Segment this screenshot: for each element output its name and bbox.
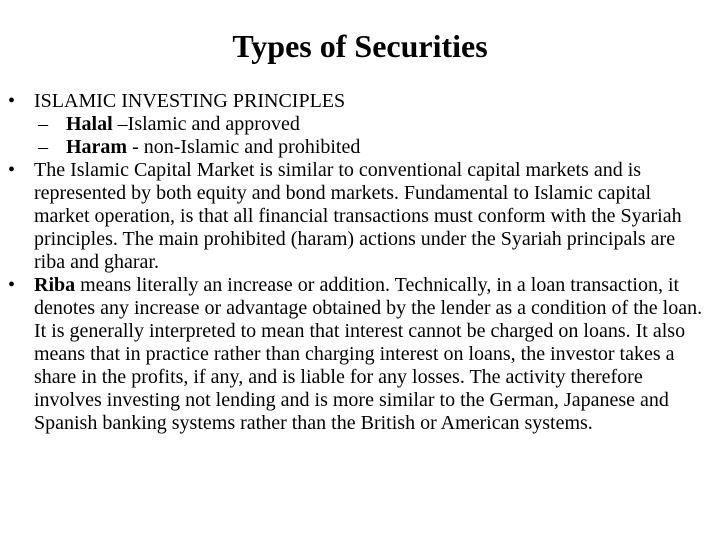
bullet-text: means literally an increase or addition. Technically, in a loan transaction, it denotes any increase or advantage obtained by the lender as a condition of the loan. It is generally interpreted to mean that interest cannot be charged on loans. It also means that in practice rather than charging interest on loans, the investor takes a share in the profits, if any, and is liable for any losses. The activity therefore involves investing not lending and is more similar to the German, Japanese and Spanish banking systems rather than the British or American systems. bbox=[34, 274, 703, 434]
dash-marker: – bbox=[38, 113, 48, 135]
slide-title: Types of Securities bbox=[232, 28, 488, 64]
sub-item-halal bbox=[38, 113, 676, 136]
bullet-riba bbox=[8, 274, 704, 435]
sub-item-text: –Islamic and approved bbox=[112, 113, 300, 135]
term-halal: Halal bbox=[66, 113, 113, 135]
bullet-marker: • bbox=[8, 274, 16, 296]
bullet-text: ISLAMIC INVESTING PRINCIPLES bbox=[34, 90, 346, 112]
dash-marker: – bbox=[38, 136, 48, 158]
bullet-text: The Islamic Capital Market is similar to conventional capital markets and is represented by both equity and bond markets. Fundamental to Islamic capital market operation, is that all financial transactions must conform with the Syariah principles. The main prohibited (haram) actions under the Syariah principals are riba and gharar. bbox=[34, 159, 682, 273]
bullet-list bbox=[0, 90, 720, 435]
bullet-marker: • bbox=[8, 159, 16, 181]
sub-item-haram bbox=[38, 136, 676, 159]
bullet-islamic-principles bbox=[8, 90, 704, 113]
bullet-capital-market bbox=[8, 159, 704, 274]
term-haram: Haram bbox=[66, 136, 128, 158]
term-riba: Riba bbox=[34, 274, 76, 296]
sub-item-text: - non-Islamic and prohibited bbox=[127, 136, 361, 158]
bullet-marker: • bbox=[8, 90, 16, 112]
